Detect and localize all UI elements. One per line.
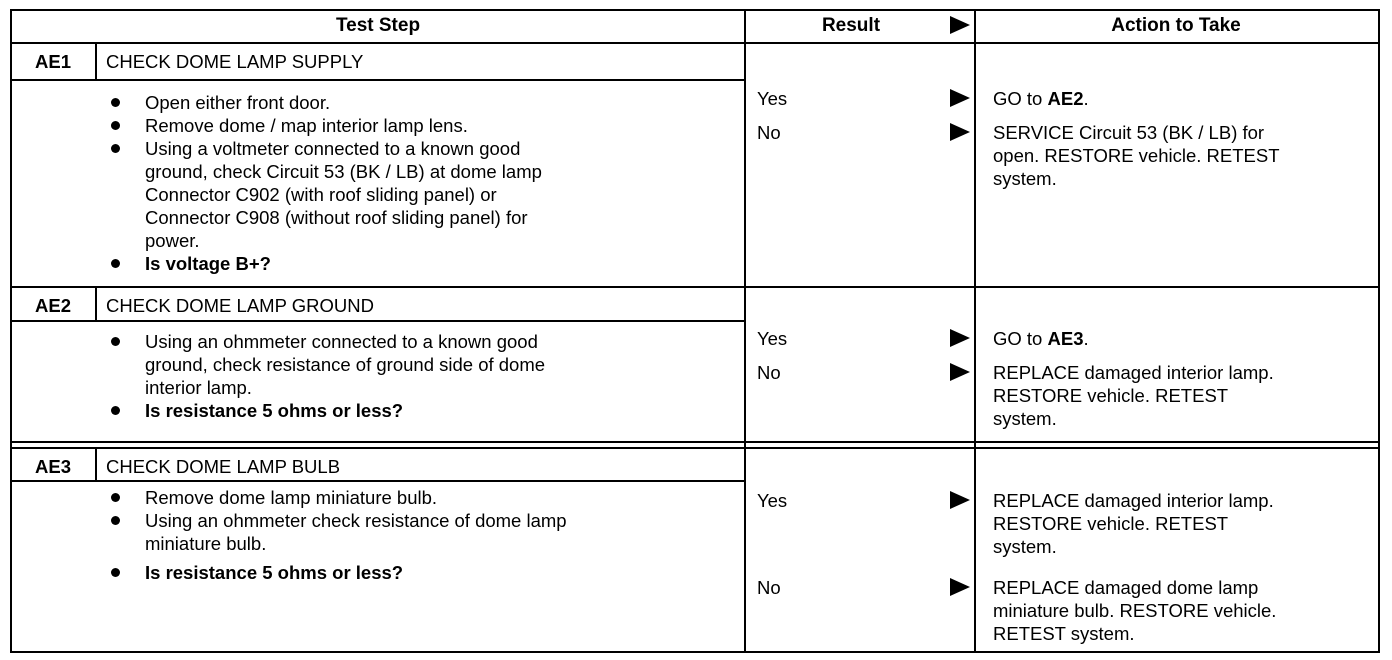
step-id: AE3: [35, 456, 71, 477]
action-text: RESTORE vehicle. RETEST: [993, 385, 1229, 406]
action-text: [993, 327, 1089, 350]
instruction-text: miniature bulb.: [145, 533, 267, 554]
action-column-divider: [974, 9, 976, 653]
action-text: RESTORE vehicle. RETEST: [993, 513, 1229, 534]
header-divider: [10, 42, 1380, 44]
action-text: RETEST system.: [993, 623, 1135, 644]
instruction-text: Using an ohmmeter connected to a known good: [145, 331, 538, 352]
instruction-text: ground, check Circuit 53 (BK / LB) at dome lamp: [145, 161, 542, 182]
id-divider: [95, 447, 97, 480]
section-divider: [10, 286, 1380, 288]
question-text: Is resistance 5 ohms or less?: [145, 400, 404, 421]
action-text: system.: [993, 168, 1057, 189]
action-text: REPLACE damaged dome lamp: [993, 577, 1259, 598]
step-title: CHECK DOME LAMP GROUND: [106, 295, 374, 316]
result-label: Yes: [757, 490, 788, 511]
action-step-ref: AE3: [1047, 328, 1084, 349]
action-text: miniature bulb. RESTORE vehicle.: [993, 600, 1277, 621]
step-id: AE2: [35, 295, 71, 316]
action-prefix: GO to: [993, 88, 1048, 109]
instruction-text: Connector C902 (with roof sliding panel) or: [145, 184, 497, 205]
arrow-icon: [950, 329, 970, 347]
action-text: SERVICE Circuit 53 (BK / LB) for: [993, 122, 1265, 143]
arrow-icon: [950, 89, 970, 107]
action-text: REPLACE damaged interior lamp.: [993, 362, 1274, 383]
instruction-text: ground, check resistance of ground side of dome: [145, 354, 546, 375]
action-prefix: GO to: [993, 328, 1048, 349]
section-divider: [10, 441, 1380, 443]
action-text: system.: [993, 536, 1057, 557]
bullet-icon: [111, 406, 120, 415]
arrow-icon: [950, 123, 970, 141]
step-title: CHECK DOME LAMP BULB: [106, 456, 341, 477]
question-text: Is voltage B+?: [145, 253, 271, 274]
action-step-ref: AE2: [1047, 88, 1084, 109]
action-suffix: .: [1083, 88, 1089, 109]
action-text: open. RESTORE vehicle. RETEST: [993, 145, 1280, 166]
bullet-icon: [111, 568, 120, 577]
header-result: Result: [821, 15, 881, 36]
action-suffix: .: [1083, 328, 1089, 349]
action-text: [993, 87, 1089, 110]
bullet-icon: [111, 337, 120, 346]
title-row-divider: [10, 480, 744, 482]
action-text: system.: [993, 408, 1057, 429]
step-title: CHECK DOME LAMP SUPPLY: [106, 51, 364, 72]
result-column-divider: [744, 9, 746, 653]
step-id: AE1: [35, 51, 71, 72]
instruction-text: Remove dome lamp miniature bulb.: [145, 487, 438, 508]
bullet-icon: [111, 98, 120, 107]
header-test-step: Test Step: [335, 15, 421, 36]
question-text: Is resistance 5 ohms or less?: [145, 562, 404, 583]
result-label: No: [757, 122, 781, 143]
bullet-icon: [111, 144, 120, 153]
result-label: No: [757, 577, 781, 598]
title-row-divider: [10, 79, 744, 81]
bullet-icon: [111, 493, 120, 502]
header-result-arrow-icon: [950, 16, 970, 34]
arrow-icon: [950, 578, 970, 596]
instruction-text: interior lamp.: [145, 377, 252, 398]
instruction-text: Connector C908 (without roof sliding panel) for: [145, 207, 528, 228]
instruction-text: power.: [145, 230, 200, 251]
result-label: No: [757, 362, 781, 383]
arrow-icon: [950, 363, 970, 381]
action-text: REPLACE damaged interior lamp.: [993, 490, 1274, 511]
instruction-text: Remove dome / map interior lamp lens.: [145, 115, 468, 136]
bullet-icon: [111, 516, 120, 525]
instruction-text: Using a voltmeter connected to a known good: [145, 138, 521, 159]
result-label: Yes: [757, 328, 788, 349]
header-action: Action to Take: [1111, 15, 1241, 36]
result-label: Yes: [757, 88, 788, 109]
instruction-text: Open either front door.: [145, 92, 331, 113]
id-divider: [95, 286, 97, 320]
title-row-divider: [10, 320, 744, 322]
arrow-icon: [950, 491, 970, 509]
instruction-text: Using an ohmmeter check resistance of dome lamp: [145, 510, 567, 531]
section-divider: [10, 447, 1380, 449]
bullet-icon: [111, 259, 120, 268]
id-divider: [95, 42, 97, 79]
bullet-icon: [111, 121, 120, 130]
